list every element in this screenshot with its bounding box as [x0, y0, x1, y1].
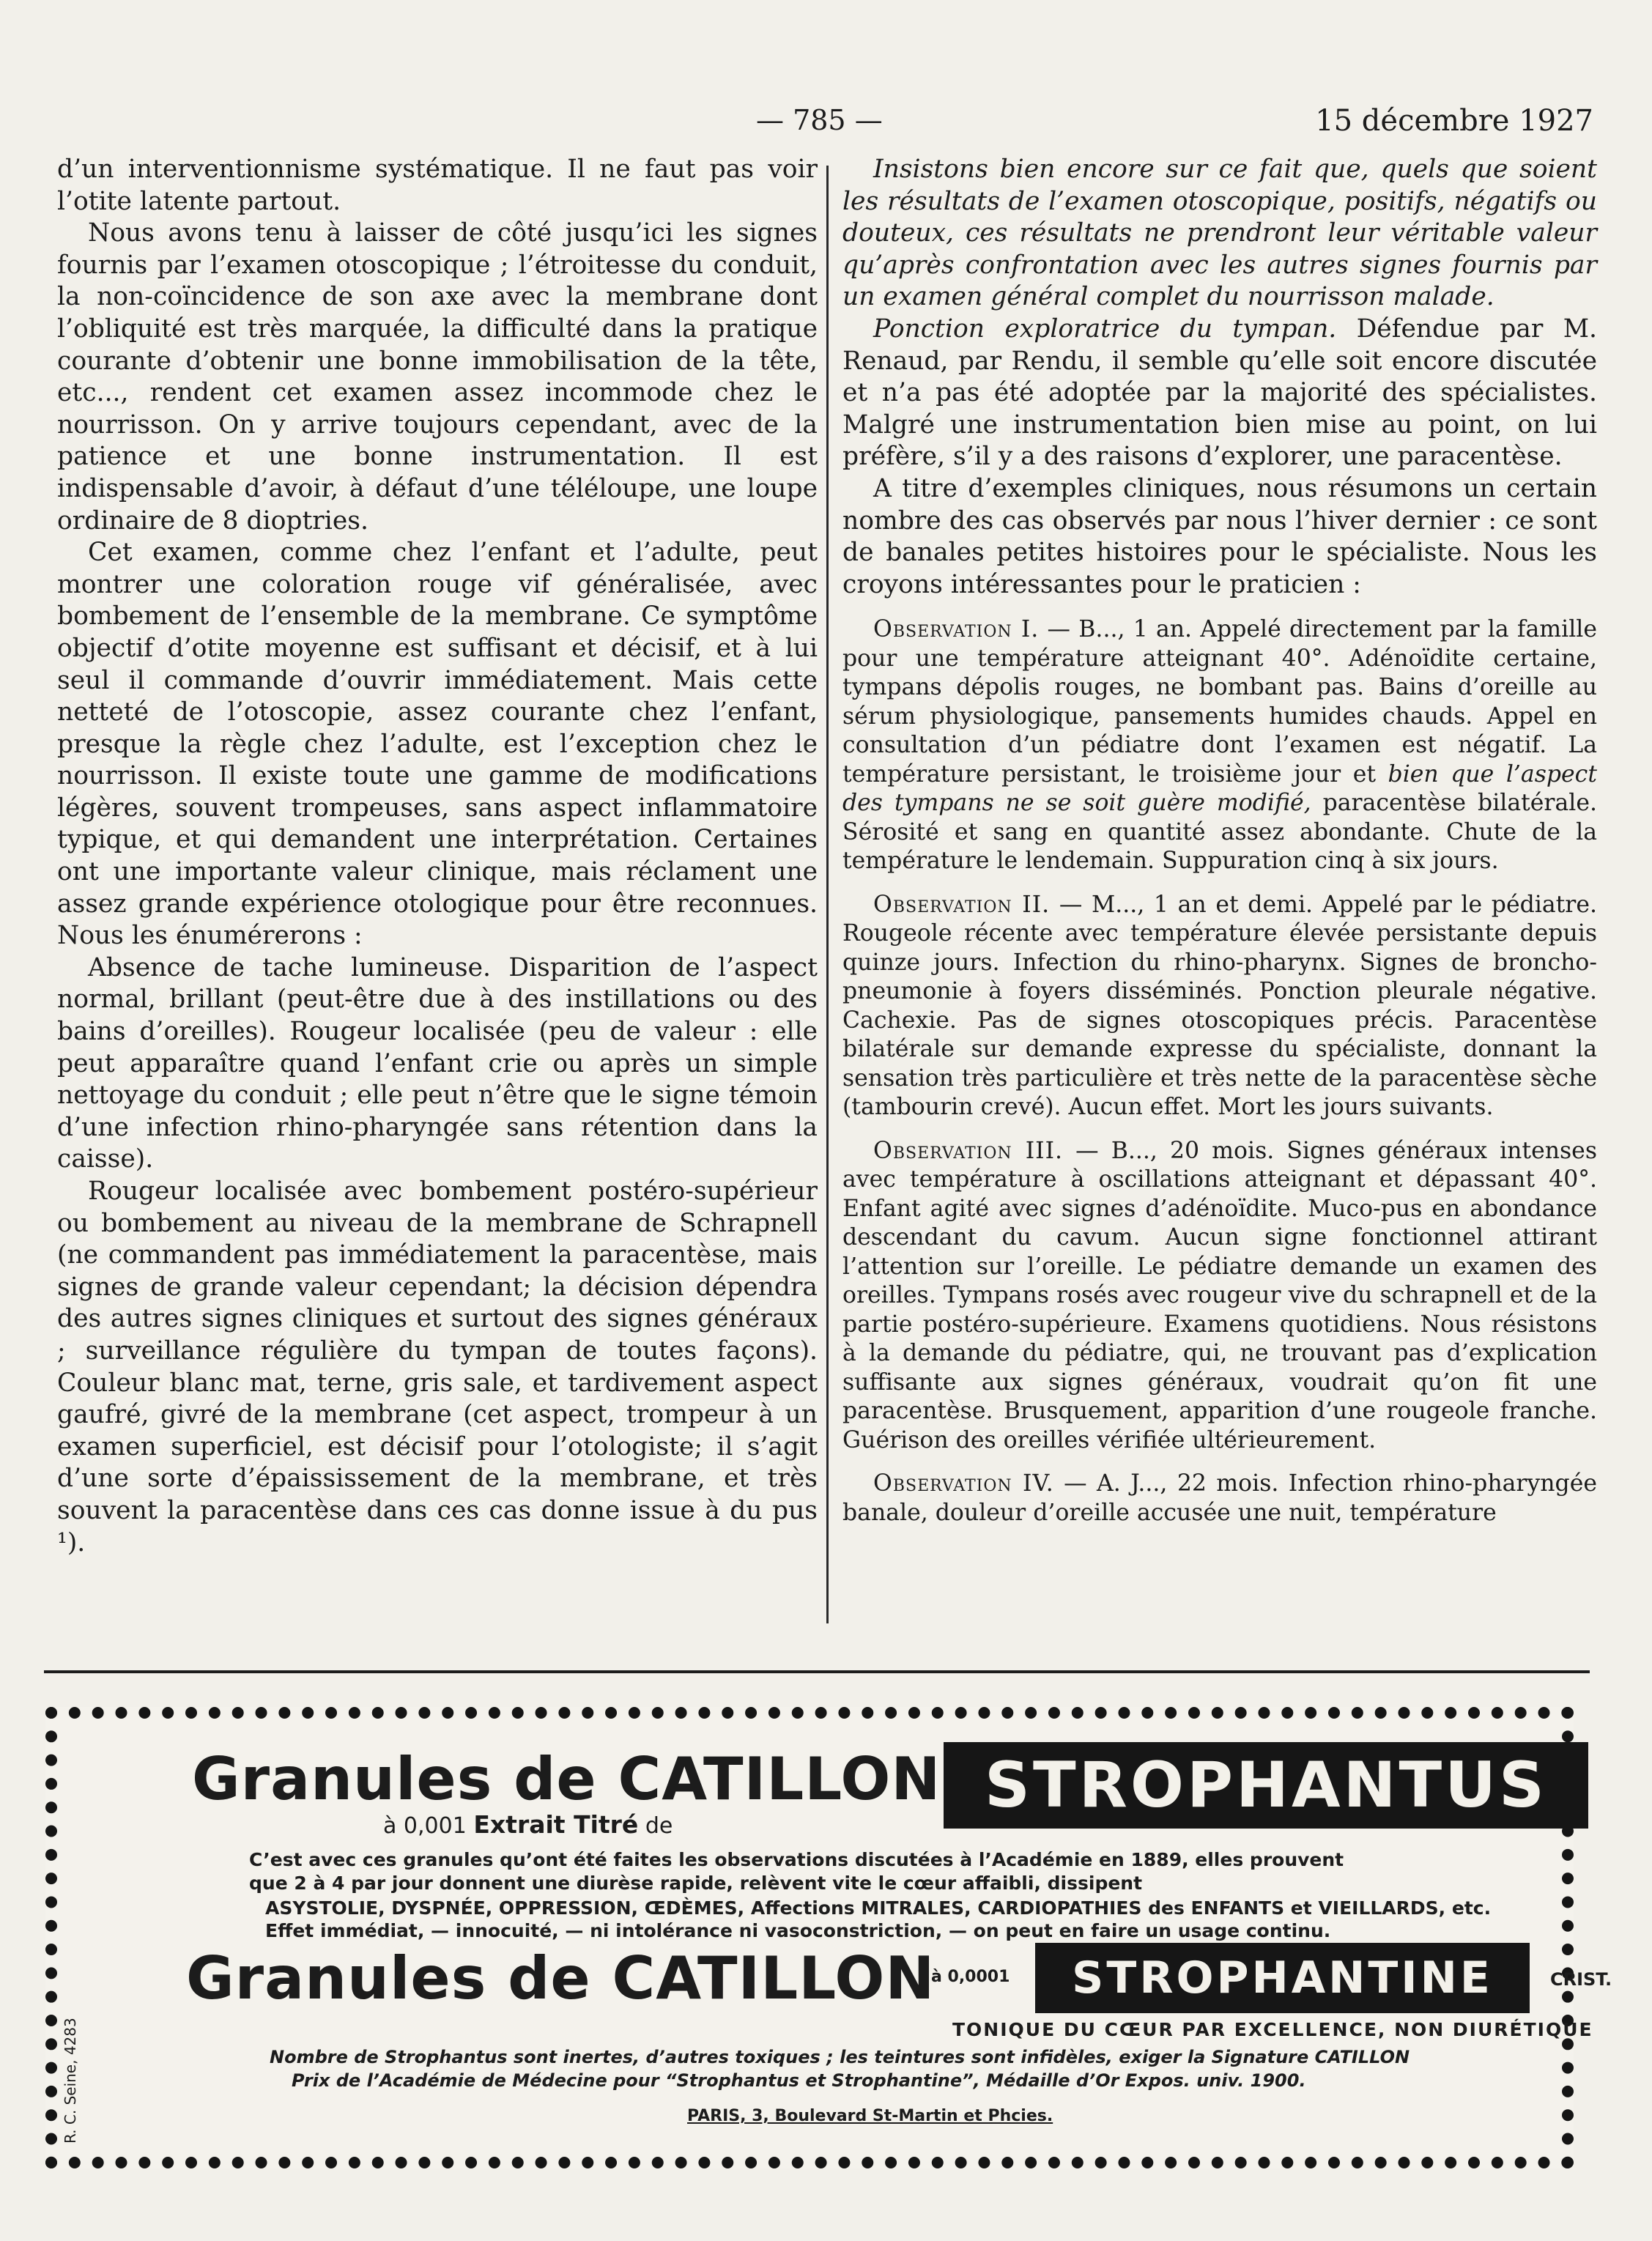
- paragraph-text: Défendue par M. Renaud, par Rendu, il semble qu’elle soit encore discutée et n’a pas été adoptée par la majorité des spécialistes. Malgré une instrumentation bien mise au point, on lui préfère, s’il y a des raisons d’explorer, une paracentèse.: [842, 314, 1597, 472]
- horizontal-rule: [44, 1670, 1590, 1673]
- observation-text: — A. J..., 22 mois. Infection rhino-pharyngée banale, douleur d’oreille accusée une nuit, température: [842, 1470, 1597, 1526]
- observation-3: [842, 1137, 1597, 1456]
- issue-date: 15 décembre 1927: [1315, 104, 1593, 138]
- left-column: [57, 154, 818, 1559]
- observation-label: Observation III.: [873, 1137, 1064, 1164]
- paragraph: Rougeur localisée avec bombement postéro-supérieur ou bombement au niveau de la membrane de Schrapnell (ne commandent pas immédiatement la paracentèse, mais signes de grande valeur cependant; la décision dépendra des autres signes cliniques et surtout des signes généraux ; surveillance régulière du tympan de toutes façons). Couleur blanc mat, terne, gris sale, et tardivement aspect gaufré, givré de la membrane (cet aspect, trompeur à un examen superficiel, est décisif pour l’otologiste; il s’agit d’une sorte d’épaississement de la membrane, et très souvent la paracentèse dans ces cas donne issue à du pus ¹).: [57, 1177, 818, 1557]
- ad-extrait-line: à 0,001 Extrait Titré de: [383, 1810, 673, 1839]
- observation-label: Observation I.: [873, 616, 1040, 643]
- paragraph: Absence de tache lumineuse. Disparition de l’aspect normal, brillant (peut-être due à des instillations ou des bains d’oreilles). Rougeur localisée (peu de valeur : elle peut apparaître quand l’enfant crie ou après un simple nettoyage du conduit ; elle peut n’être que le signe témoin d’une infection rhino-pharyngée sans rétention dans la caisse).: [57, 952, 818, 1174]
- paragraph: A titre d’exemples cliniques, nous résumons un certain nombre des cas observés par nous l’hiver dernier : ce sont de banales petites histoires pour le spécialiste. Nous les croyons intéressantes pour le praticien :: [842, 473, 1597, 599]
- observation-1: [842, 615, 1597, 876]
- ad-text-line: Nombre de Strophantus sont inertes, d’autres toxiques ; les teintures sont infidèles, exiger la Signature CATILLON: [270, 2047, 1410, 2067]
- ad-tagline: TONIQUE DU CŒUR PAR EXCELLENCE, NON DIURÉTIQUE: [952, 2019, 1593, 2040]
- paragraph: [842, 314, 1597, 473]
- ad-text-line: Effet immédiat, — innocuité, — ni intolérance ni vasoconstriction, — on peut en faire un usage continu.: [265, 1920, 1331, 1941]
- column-divider: [826, 166, 829, 1623]
- ad-title-granules: Granules de CATILLON: [192, 1745, 941, 1813]
- advertisement: [45, 1707, 1612, 2168]
- observation-label: Observation II.: [873, 891, 1051, 918]
- ad-title-granules-2: Granules de CATILLON: [186, 1944, 936, 2012]
- registration-note: R. C. Seine, 4283: [62, 2018, 79, 2144]
- ad-text-line: Prix de l’Académie de Médecine pour “Strophantus et Strophantine”, Médaille d’Or Expos. univ. 1900.: [292, 2070, 1306, 2091]
- observation-2: [842, 891, 1597, 1122]
- right-column: [842, 154, 1597, 1527]
- ad-text-line: que 2 à 4 par jour donnent une diurèse rapide, relèvent vite le cœur affaibli, dissipent: [249, 1873, 1143, 1894]
- observation-text: — B..., 20 mois. Signes généraux intenses avec température à oscillations atteignant et dépassant 40°. Enfant agité avec signes d’adénoïdite. Muco-pus en abondance descendant du cavum. Aucun signe fonctionnel attirant l’attention sur l’oreille. Le pédiatre demande un examen des oreilles. Tympans rosés avec rougeur vive du schrapnell et de la partie postéro-supérieure. Examens quotidiens. Nous résistons à la demande du pédiatre, qui, ne trouvant pas d’explication suffisante aux signes généraux, voudrait qu’on fit une paracentèse. Brusquement, apparition d’une rougeole franche. Guérison des oreilles vérifiée ultérieurement.: [842, 1137, 1597, 1453]
- paragraph: Insistons bien encore sur ce fait que, quels que soient les résultats de l’examen otoscopique, positifs, négatifs ou douteux, ces résultats ne prendront leur véritable valeur qu’après confrontation avec les autres signes fournis par un examen général complet du nourrisson malade.: [842, 155, 1597, 312]
- ad-address: PARIS, 3, Boulevard St-Martin et Phcies.: [687, 2107, 1053, 2125]
- ad-dose: à 0,0001: [931, 1968, 1010, 1986]
- strophantine-banner: STROPHANTINE: [1035, 1943, 1530, 2013]
- paragraph: Cet examen, comme chez l’enfant et l’adulte, peut montrer une coloration rouge vif généralisée, avec bombement de l’ensemble de la membrane. Ce symptôme objectif d’otite moyenne est suffisant et décisif, et à lui seul il commande d’ouvrir immédiatement. Mais cette netteté de l’otoscopie, assez courante chez l’enfant, presque la règle chez l’adulte, est l’exception chez le nourrisson. Il existe toute une gamme de modifications légères, souvent trompeuses, sans aspect inflammatoire typique, et qui demandent une interprétation. Certaines ont une importante valeur clinique, mais réclament une assez grande expérience otologique pour être reconnues. Nous les énumérerons :: [57, 538, 818, 951]
- observation-label: Observation IV.: [873, 1470, 1054, 1497]
- observation-4: [842, 1470, 1597, 1527]
- ad-text-line: ASYSTOLIE, DYSPNÉE, OPPRESSION, ŒDÈMES, Affections MITRALES, CARDIOPATHIES des ENFANTS et VIEILLARDS, etc.: [265, 1897, 1492, 1919]
- page-header: [0, 104, 1652, 148]
- observation-italic: bien que l’aspect des tympans ne se soit guère modifié,: [842, 760, 1597, 817]
- observation-text: — B..., 1 an. Appelé directement par la famille pour une température atteignant 40°. Adénoïdite certaine, tympans dépolis rouges, ne bombant pas. Bains d’oreille au sérum physiologique, pansements humides chauds. Appel en consultation d’un pédiatre dont l’examen est négatif. La température persistant, le troisième jour et: [842, 616, 1597, 788]
- strophantus-banner: STROPHANTUS: [944, 1742, 1588, 1829]
- observation-text: — M..., 1 an et demi. Appelé par le pédiatre. Rougeole récente avec température élevée persistante depuis quinze jours. Infection du rhino-pharynx. Signes de broncho-pneumonie à foyers disséminés. Ponction pleurale négative. Cachexie. Pas de signes otoscopiques précis. Paracentèse bilatérale sur demande expresse du spécialiste, donnant la sensation très particulière et très nette de la paracentèse sèche (tambourin crevé). Aucun effet. Mort les jours suivants.: [842, 891, 1597, 1121]
- advertisement-content: [101, 1719, 1612, 2157]
- section-label: Ponction exploratrice du tympan.: [873, 314, 1337, 344]
- page-number: — 785 —: [756, 104, 883, 136]
- paragraph: d’un interventionnisme systématique. Il ne faut pas voir l’otite latente partout.: [57, 155, 818, 216]
- observation-text: paracentèse bilatérale. Sérosité et sang en quantité assez abondante. Chute de la température le lendemain. Suppuration cinq à six jours.: [842, 790, 1597, 875]
- ad-crist-label: CRIST.: [1550, 1969, 1612, 1990]
- paragraph: Nous avons tenu à laisser de côté jusqu’ici les signes fournis par l’examen otoscopique ; l’étroitesse du conduit, la non-coïncidence de son axe avec la membrane dont l’obliquité est très marquée, la difficulté dans la pratique courante d’obtenir une bonne immobilisation de la tête, etc..., rendent cet examen assez incommode chez le nourrisson. On y arrive toujours cependant, avec de la patience et une bonne instrumentation. Il est indispensable d’avoir, à défaut d’une téléloupe, une loupe ordinaire de 8 dioptries.: [57, 218, 818, 536]
- ad-text-line: C’est avec ces granules qu’ont été faites les observations discutées à l’Académie en 1889, elles prouvent: [249, 1849, 1344, 1870]
